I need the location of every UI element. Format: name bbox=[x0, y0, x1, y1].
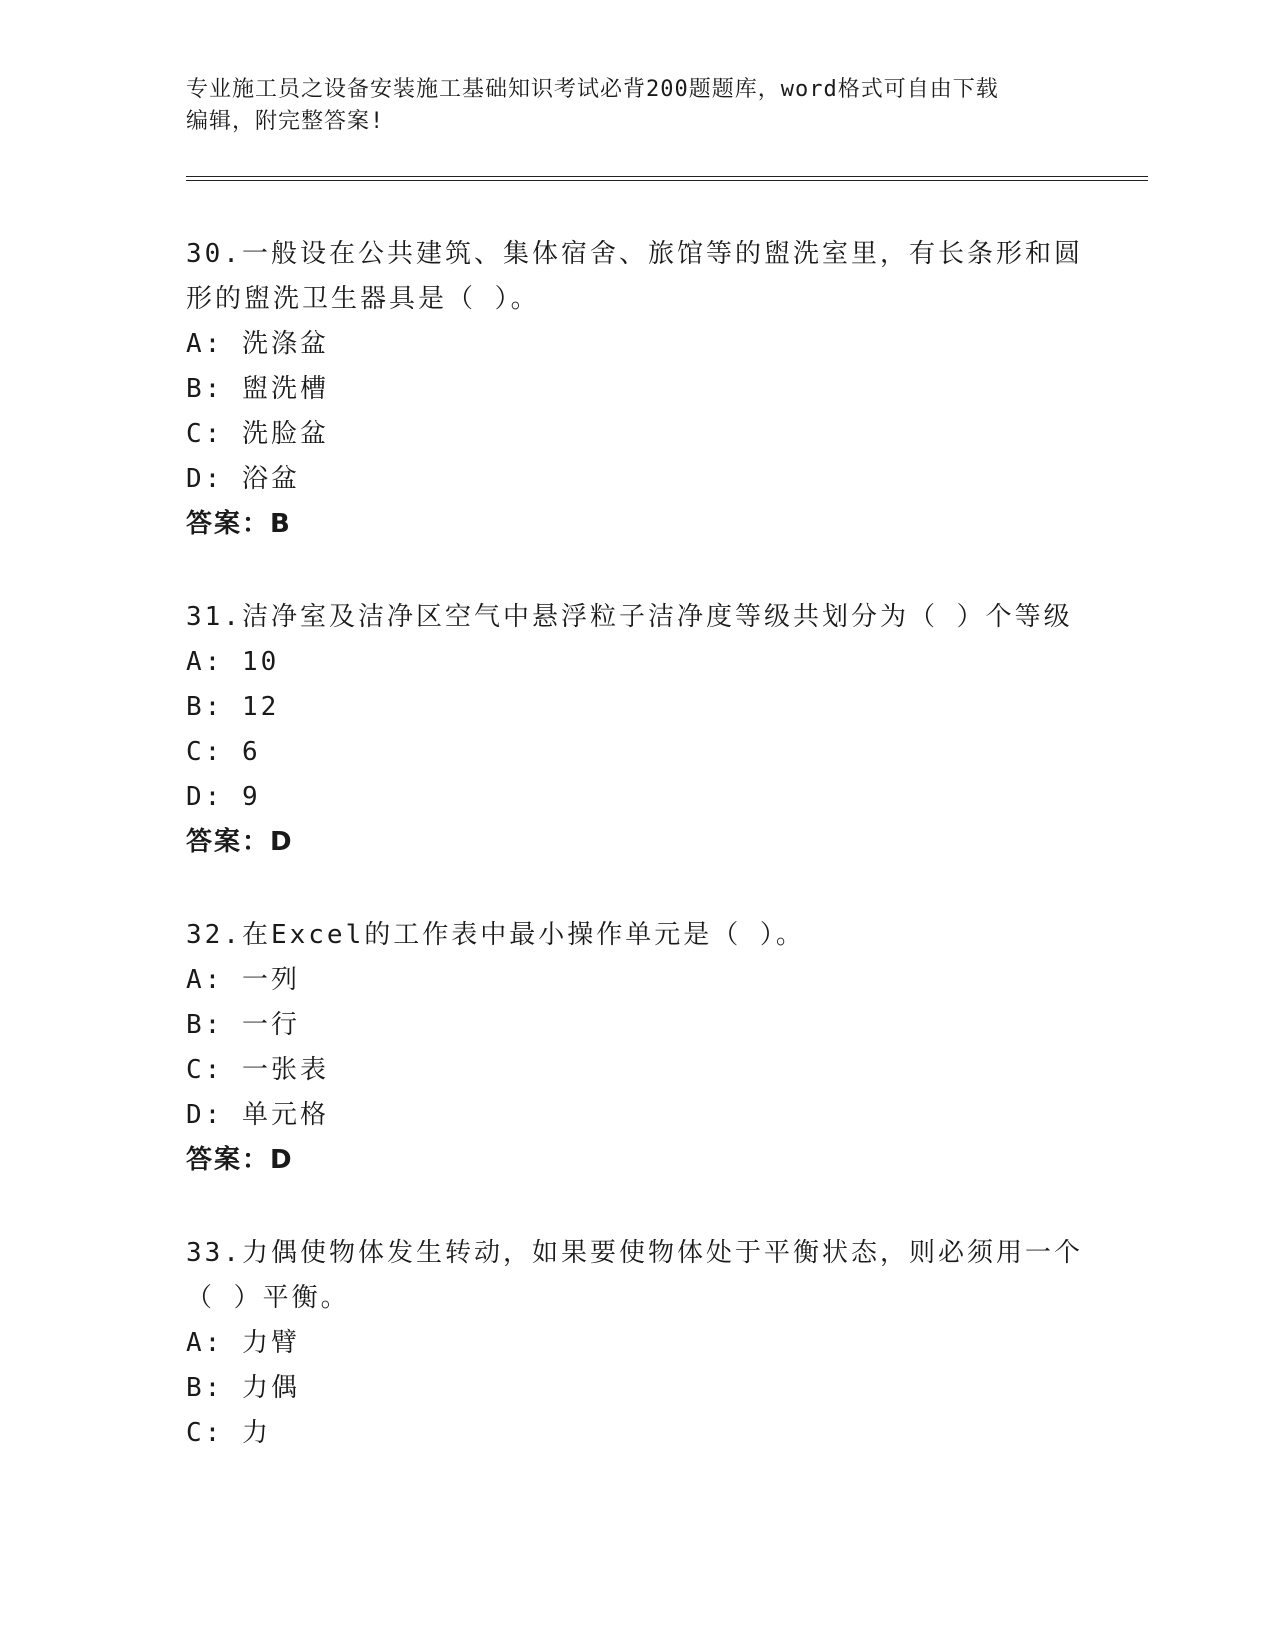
option-c: C: 洗脸盆 bbox=[186, 419, 329, 449]
question-33 bbox=[186, 1231, 1086, 1456]
option-d: D: 9 bbox=[186, 782, 261, 812]
question-stem: 31.洁净室及洁净区空气中悬浮粒子洁净度等级共划分为（ ）个等级 bbox=[186, 602, 1073, 632]
header-line-2: 编辑，附完整答案! bbox=[186, 109, 385, 134]
option-a: A: 10 bbox=[186, 647, 280, 677]
answer: 答案：B bbox=[186, 509, 292, 539]
question-32 bbox=[186, 913, 1086, 1183]
question-stem: （ ）平衡。 bbox=[186, 1283, 350, 1313]
option-c: C: 一张表 bbox=[186, 1055, 329, 1085]
option-b: B: 一行 bbox=[186, 1010, 300, 1040]
option-d: D: 单元格 bbox=[186, 1100, 329, 1130]
question-31 bbox=[186, 595, 1086, 865]
option-b: B: 12 bbox=[186, 692, 280, 722]
question-stem: 33.力偶使物体发生转动，如果要使物体处于平衡状态，则必须用一个 bbox=[186, 1238, 1083, 1268]
question-stem: 形的盥洗卫生器具是（ ）。 bbox=[186, 284, 540, 314]
option-c: C: 6 bbox=[186, 737, 261, 767]
option-d: D: 浴盆 bbox=[186, 464, 300, 494]
answer: 答案：D bbox=[186, 1145, 294, 1175]
header-line-1: 专业施工员之设备安装施工基础知识考试必背200题题库，word格式可自由下载 bbox=[186, 77, 999, 102]
option-a: A: 一列 bbox=[186, 965, 300, 995]
question-30 bbox=[186, 232, 1086, 547]
header-divider bbox=[186, 176, 1148, 181]
option-b: B: 盥洗槽 bbox=[186, 374, 329, 404]
question-stem: 30.一般设在公共建筑、集体宿舍、旅馆等的盥洗室里，有长条形和圆 bbox=[186, 239, 1083, 269]
option-c: C: 力 bbox=[186, 1418, 271, 1448]
option-b: B: 力偶 bbox=[186, 1373, 300, 1403]
document-header bbox=[186, 74, 1066, 138]
question-stem: 32.在Excel的工作表中最小操作单元是（ ）。 bbox=[186, 920, 805, 950]
option-a: A: 洗涤盆 bbox=[186, 329, 329, 359]
option-a: A: 力臂 bbox=[186, 1328, 300, 1358]
answer: 答案：D bbox=[186, 827, 294, 857]
